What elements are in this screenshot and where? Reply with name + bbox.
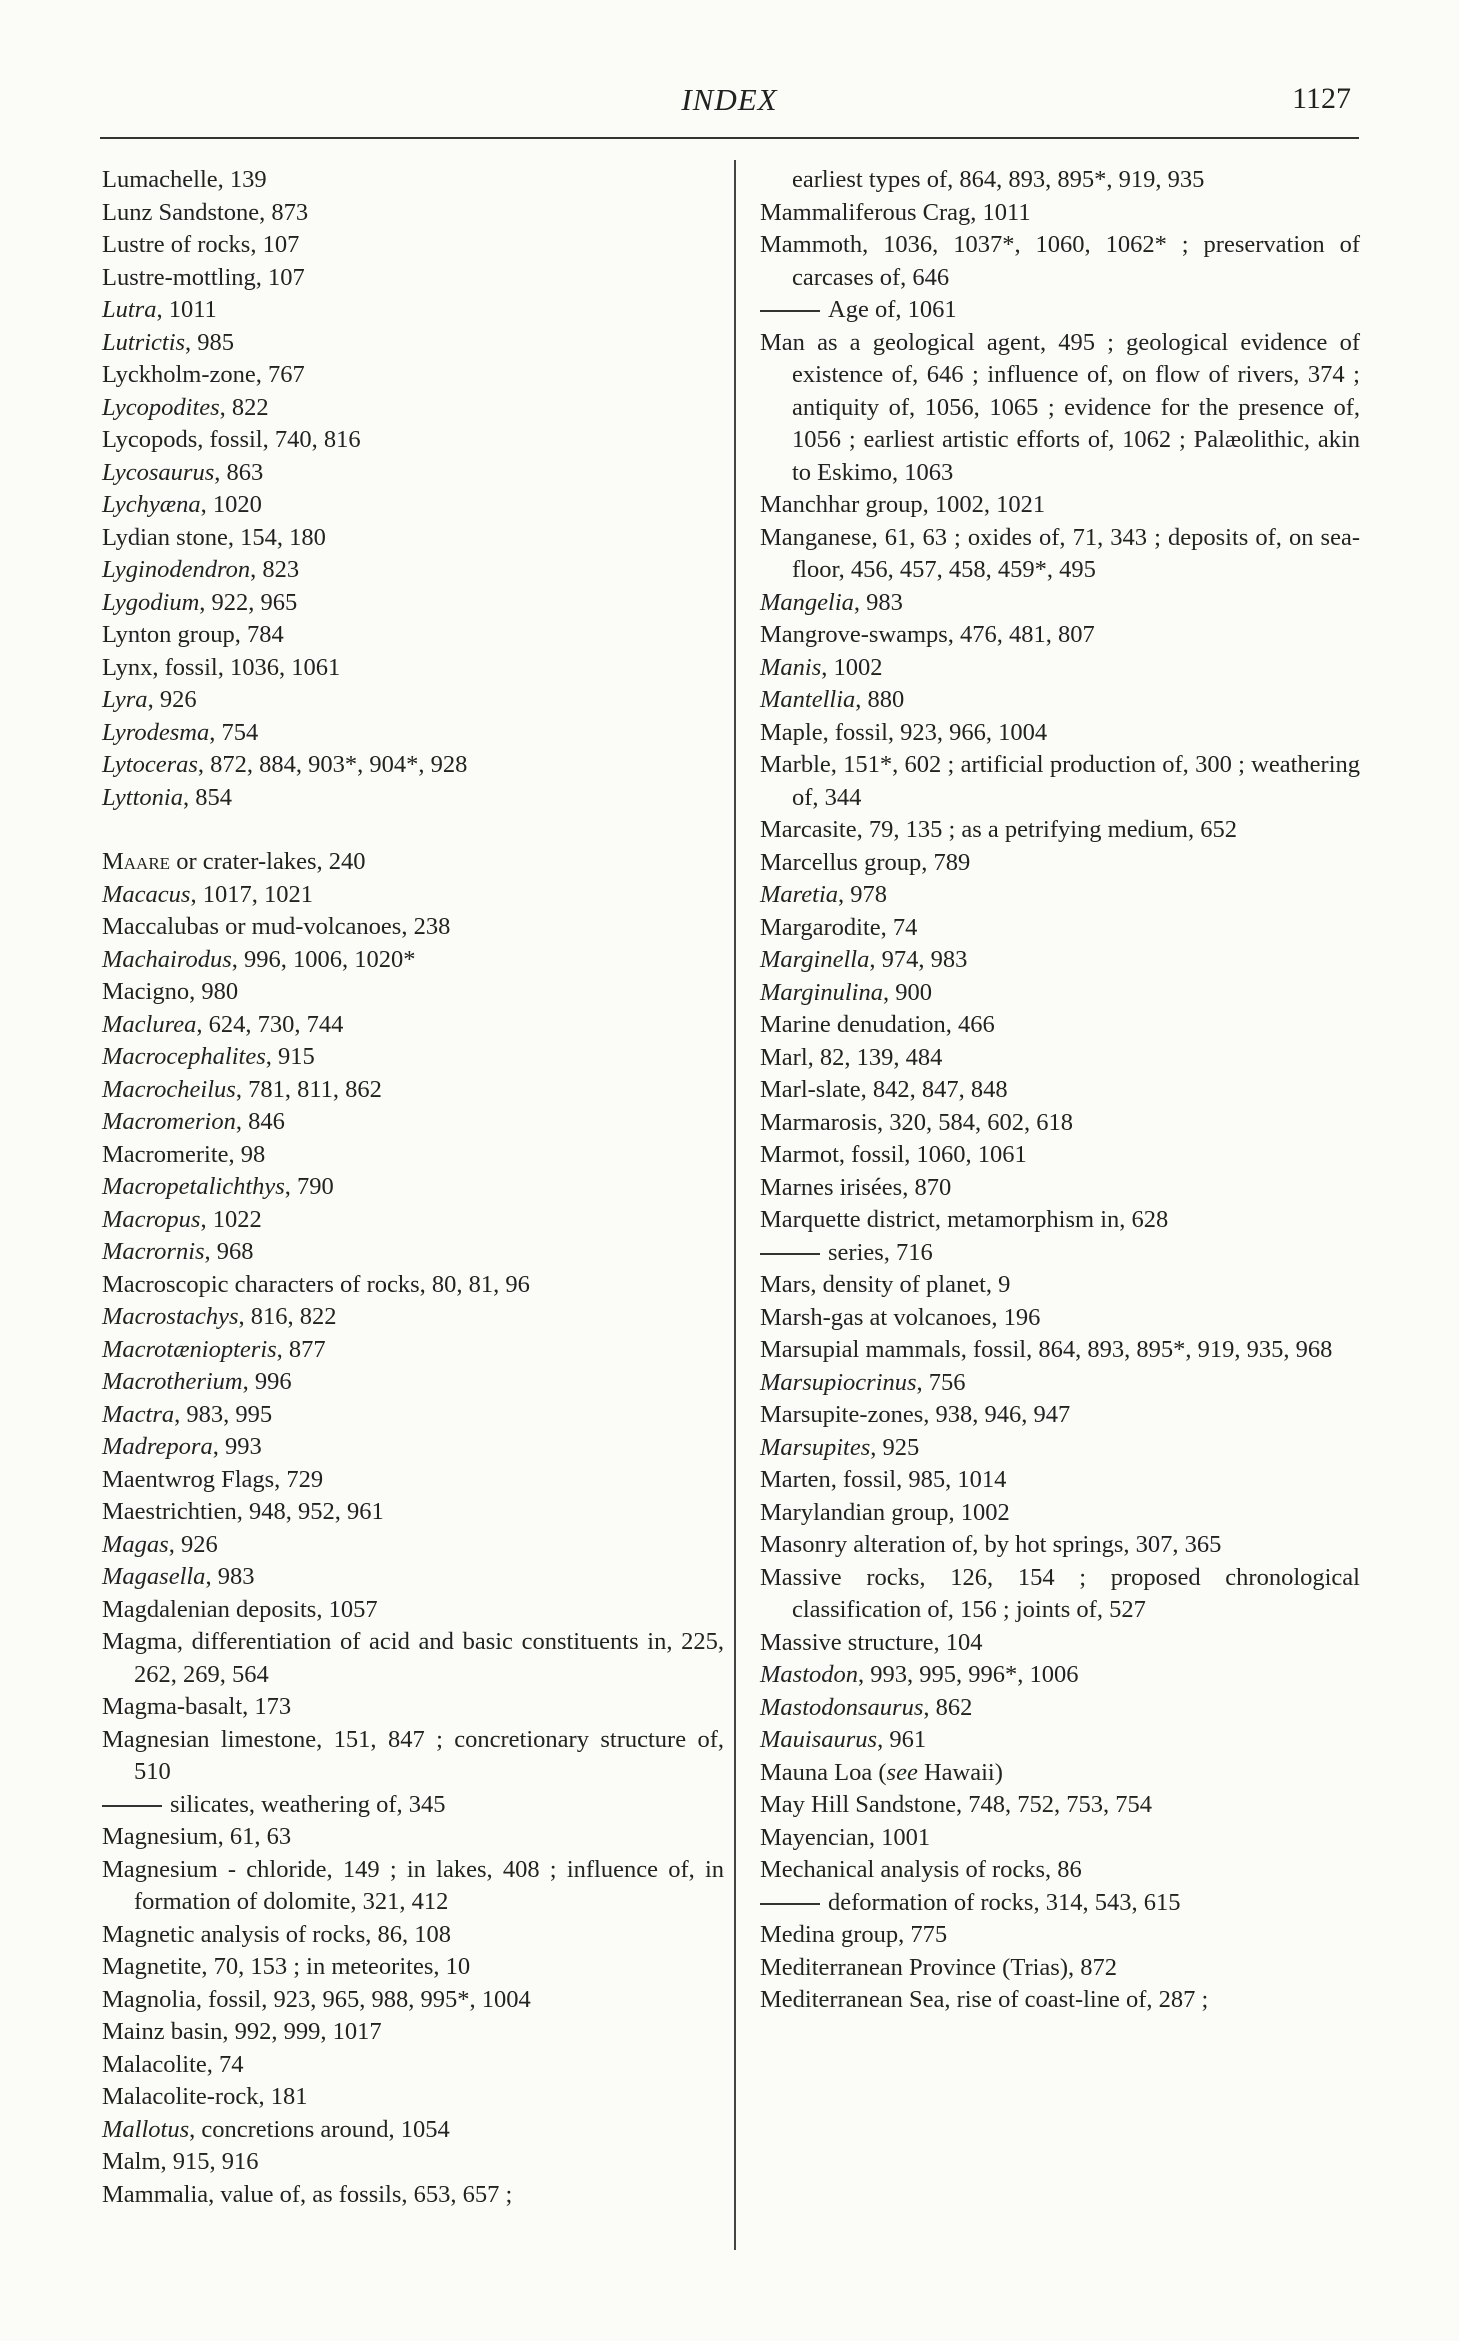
index-entry [760,587,1360,620]
entry-term-italic: Mantellia [760,686,856,713]
entry-text: Marsh-gas at volcanoes, 196 [760,1303,1041,1331]
index-entry [102,164,724,197]
index-entry [760,847,1360,880]
entry-text: Masonry alteration of, by hot springs, 307, 365 [760,1531,1222,1558]
index-entry [760,1659,1360,1692]
entry-term-italic: Lygodium [102,588,200,616]
index-entry [102,1399,724,1432]
entry-text: , 781, 811, 862 [235,1075,382,1103]
entry-text: , 880 [855,686,905,713]
entry-term-italic: Madrepora [102,1433,213,1460]
index-entry [760,1692,1360,1725]
entry-term-italic: Lutra [102,296,157,323]
entry-term-italic: Marsupites [760,1433,871,1461]
entry-term-italic: Mactra [102,1400,175,1428]
index-entry [760,1984,1360,2017]
index-entry [760,1269,1360,1302]
index-entry [760,1042,1360,1075]
index-entry [102,1626,724,1691]
index-entry [760,1562,1360,1627]
entry-text: Marquette district, metamorphism in, 628 [760,1206,1169,1233]
entry-text: Marmot, fossil, 1060, 1061 [760,1141,1027,1168]
page-number: 1127 [1292,82,1351,115]
entry-text: Margarodite, 74 [760,913,918,941]
entry-text: Magnetite, 70, 153 ; in meteorites, 10 [102,1953,471,1980]
entry-term-italic: Lyra [102,686,148,713]
index-entry [102,749,724,782]
index-entry [760,197,1360,230]
entry-text: Mediterranean Province (Trias), 872 [760,1953,1117,1981]
index-entry [102,976,724,1009]
entry-text: , 983 [853,588,903,616]
entry-text: , 1020 [200,491,262,518]
entry-term-italic: Mauisaurus [760,1726,878,1753]
entry-text: Mauna Loa ( [760,1758,887,1786]
entry-term-italic: Machairodus [102,945,232,973]
ditto-dash [760,1253,820,1255]
entry-text: Manganese, 61, 63 ; oxides of, 71, 343 ; deposits of, on sea-floor, 456, 457, 458, 459*, 495 [760,523,1360,583]
entry-text: Macigno, 980 [102,978,239,1005]
entry-text: Marcasite, 79, 135 ; as a petrifying medium, 652 [760,816,1237,843]
index-entry [102,587,724,620]
entry-text: Magdalenian deposits, 1057 [102,1595,378,1623]
entry-text: Lustre-mottling, 107 [102,263,305,291]
entry-term-italic: Maretia [760,881,839,908]
entry-text: Lycopods, fossil, 740, 816 [102,426,361,453]
index-entry [102,1041,724,1074]
index-entry [760,1399,1360,1432]
index-entry [760,684,1360,717]
entry-text: , 926 [147,686,197,713]
entry-text: , 872, 884, 903*, 904*, 928 [197,751,468,778]
entry-text: Hawaii) [917,1758,1003,1786]
index-entry [760,977,1360,1010]
index-entry [760,1172,1360,1205]
entry-text: , 968 [204,1238,254,1265]
index-entry [760,1432,1360,1465]
index-entry [102,262,724,295]
index-entry [102,392,724,425]
index-entry [760,1009,1360,1042]
index-entry [102,1204,724,1237]
index-entry [102,424,724,457]
index-entry [102,1821,724,1854]
entry-term-italic: Macrornis [102,1238,205,1265]
entry-term-italic: Macrotherium [102,1368,243,1395]
entry-text: , 922, 965 [199,588,298,616]
entry-text: earliest types of, 864, 893, 895*, 919, 935 [792,166,1205,193]
index-entry [760,879,1360,912]
index-entry [760,1107,1360,1140]
index-entry [760,229,1360,294]
entry-text: Magnolia, fossil, 923, 965, 988, 995*, 1004 [102,1985,531,2013]
entry-text: Maentwrog Flags, 729 [102,1465,324,1493]
entry-term-italic: Mangelia [760,588,854,616]
entry-term-italic: Manis [760,653,822,681]
index-entry [102,879,724,912]
entry-text: Maccalubas or mud-volcanoes, 238 [102,913,451,940]
entry-term-italic: Lyginodendron [102,556,251,583]
entry-term-italic: Mastodonsaurus [760,1693,924,1721]
entry-text: Marine denudation, 466 [760,1011,995,1038]
index-entry [102,1724,724,1789]
entry-term-italic: Macropetalichthys [102,1173,285,1200]
column-divider [734,160,736,2250]
ditto-dash [102,1805,162,1807]
entry-text: Lustre of rocks, 107 [102,231,300,258]
index-entry [760,912,1360,945]
entry-text: Malacolite, 74 [102,2050,244,2078]
entry-text: , 1011 [156,296,217,323]
index-entry [102,1594,724,1627]
entry-text: , 846 [235,1108,285,1135]
entry-text: Lunz Sandstone, 873 [102,198,309,226]
index-entry [760,717,1360,750]
entry-term-italic: Lyttonia [102,783,183,811]
index-entry [102,197,724,230]
index-entry [760,749,1360,814]
entry-text: , 816, 822 [238,1303,337,1330]
page-header [0,0,1459,140]
entry-term-smallcaps: Maare [102,848,171,875]
index-entry [760,522,1360,587]
entry-text: Lydian stone, 154, 180 [102,523,326,551]
header-rule [100,137,1359,139]
index-entry [760,814,1360,847]
index-entry [760,1074,1360,1107]
index-entry [760,327,1360,490]
entry-text: Mainz basin, 992, 999, 1017 [102,2018,382,2045]
index-entry [102,457,724,490]
entry-text: Mediterranean Sea, rise of coast-line of, 287 ; [760,1986,1209,2013]
entry-text: or crater-lakes, 240 [170,848,366,875]
entry-term-italic: Marginulina [760,978,883,1006]
index-entry [102,911,724,944]
index-entry [760,1139,1360,1172]
entry-text: Maple, fossil, 923, 966, 1004 [760,718,1048,746]
ditto-dash [760,310,820,312]
index-entry [102,1951,724,1984]
entry-text: , 863 [214,458,264,486]
index-entry [102,489,724,522]
index-entry [760,1854,1360,1887]
entry-text: Magnesium - chloride, 149 ; in lakes, 408 ; influence of, in formation of dolomite, 321, 412 [102,1855,724,1915]
entry-text: Malm, 915, 916 [102,2148,259,2175]
index-entry [102,782,724,815]
index-entry [102,2114,724,2147]
entry-text: , 823 [250,556,300,583]
entry-text: deformation of rocks, 314, 543, 615 [828,1888,1181,1916]
index-entry [760,652,1360,685]
index-entry [102,1269,724,1302]
index-entry [760,1464,1360,1497]
entry-text: Mangrove-swamps, 476, 481, 807 [760,621,1095,648]
index-entry [760,1822,1360,1855]
index-entry [102,944,724,977]
index-entry [102,1854,724,1919]
index-entry [102,1431,724,1464]
index-entry [102,1139,724,1172]
entry-text: , 996, 1006, 1020* [231,945,416,973]
entry-term-italic: Lytoceras [102,751,198,778]
entry-text: , 996 [242,1368,292,1395]
entry-text: Massive rocks, 126, 154 ; proposed chronological classification of, 156 ; joints of, 527 [760,1563,1360,1623]
ditto-dash [760,1903,820,1905]
entry-text: silicates, weathering of, 345 [170,1790,446,1818]
index-column-left [102,164,724,2211]
entry-term-italic: Macrostachys [102,1303,239,1330]
entry-text: , 915 [265,1043,315,1070]
entry-text: , 877 [276,1335,326,1363]
entry-text: Magnesian limestone, 151, 847 ; concretionary structure of, 510 [102,1725,724,1785]
index-entry [760,1529,1360,1562]
index-entry [760,1367,1360,1400]
entry-term-italic: Lycopodites [102,393,220,421]
entry-text: Marsupial mammals, fossil, 864, 893, 895*, 919, 935, 968 [760,1336,1333,1363]
entry-text: May Hill Sandstone, 748, 752, 753, 754 [760,1791,1152,1818]
entry-text: , 993, 995, 996*, 1006 [858,1661,1079,1688]
entry-text: Manchhar group, 1002, 1021 [760,491,1046,518]
index-entry [760,944,1360,977]
entry-text: Lynton group, 784 [102,621,284,648]
index-entry [102,1464,724,1497]
entry-text: Age of, 1061 [828,296,957,323]
index-entry [102,1496,724,1529]
entry-text: Marl, 82, 139, 484 [760,1043,943,1071]
index-entry [760,619,1360,652]
entry-text: Marnes irisées, 870 [760,1173,952,1201]
entry-text: , 756 [916,1368,966,1396]
index-entry [102,717,724,750]
entry-term-italic: Lyrodesma [102,718,210,746]
index-entry [102,1366,724,1399]
entry-text: Macroscopic characters of rocks, 80, 81, 96 [102,1270,530,1298]
entry-term-italic: Macropus [102,1205,201,1233]
index-entry [760,1789,1360,1822]
index-entry [102,1334,724,1367]
entry-text: , 754 [209,718,259,746]
entry-text: , 624, 730, 744 [196,1010,344,1038]
entry-text: , 993 [212,1433,262,1460]
index-entry [760,1497,1360,1530]
entry-text: Magnesium, 61, 63 [102,1823,292,1850]
entry-text: , 1017, 1021 [190,880,313,908]
index-entry [102,846,724,879]
entry-term-italic: Magas [102,1530,169,1558]
entry-text: Man as a geological agent, 495 ; geological evidence of existence of, 646 ; influence of, on flow of rivers, 374 ; antiquity of, 1056, 1065 ; evidence for the presence of, 1056 ; earliest artistic efforts of, 1062 ; Palæolithic, akin to Eskimo, 1063 [760,328,1360,486]
entry-text: Marble, 151*, 602 ; artificial production of, 300 ; weathering of, 344 [760,751,1360,811]
entry-text: , 926 [168,1530,218,1558]
entry-text: Maestrichtien, 948, 952, 961 [102,1498,384,1525]
index-entry [102,1074,724,1107]
index-entry [102,359,724,392]
index-entry [102,1984,724,2017]
index-entry [102,2081,724,2114]
index-entry [760,1334,1360,1367]
index-entry [760,1724,1360,1757]
entry-text: Mammalia, value of, as fossils, 653, 657 ; [102,2180,513,2208]
entry-text: , concretions around, 1054 [189,2115,450,2143]
index-entry [102,554,724,587]
entry-term-italic: Lutrictis [102,328,186,356]
entry-text: Magma, differentiation of acid and basic constituents in, 225, 262, 269, 564 [102,1628,724,1688]
entry-text: , 974, 983 [869,946,968,973]
index-entry [102,1236,724,1269]
entry-text: Lyckholm-zone, 767 [102,361,305,388]
entry-text: Mammoth, 1036, 1037*, 1060, 1062* ; preservation of carcases of, 646 [760,231,1360,291]
entry-term-italic: Macrocheilus [102,1075,236,1103]
entry-text: Mammaliferous Crag, 1011 [760,198,1031,226]
entry-text: Magma-basalt, 173 [102,1693,292,1720]
entry-term-italic: Lychyæna [102,491,201,518]
entry-term-italic: Mastodon [760,1661,858,1688]
index-entry [760,1952,1360,1985]
index-entry [102,619,724,652]
index-entry [760,1204,1360,1237]
index-entry [102,1529,724,1562]
entry-term-italic: Marsupiocrinus [760,1368,917,1396]
index-entry [760,489,1360,522]
entry-term-italic: Macrocephalites [102,1043,266,1070]
index-entry [760,294,1360,327]
index-entry [102,2146,724,2179]
entry-text: Mars, density of planet, 9 [760,1271,1011,1298]
entry-term-italic: Macromerion [102,1108,236,1135]
index-entry [102,684,724,717]
index-entry [102,1171,724,1204]
index-entry [760,1627,1360,1660]
entry-text: Marten, fossil, 985, 1014 [760,1466,1007,1493]
entry-text: Lynx, fossil, 1036, 1061 [102,653,341,681]
entry-term-italic: Magasella [102,1563,206,1590]
entry-text: Lumachelle, 139 [102,166,267,193]
index-entry [102,1691,724,1724]
entry-term-italic: Maclurea [102,1010,197,1038]
index-entry [102,229,724,262]
entry-text: series, 716 [828,1238,933,1266]
entry-text: Marmarosis, 320, 584, 602, 618 [760,1108,1074,1136]
index-entry [102,2016,724,2049]
entry-term-italic: Mallotus [102,2115,190,2143]
entry-text: , 925 [870,1433,920,1461]
entry-text: , 985 [185,328,235,356]
entry-text: , 862 [923,1693,973,1721]
index-entry [760,164,1360,197]
entry-text: Mayencian, 1001 [760,1823,931,1851]
index-entry [102,1561,724,1594]
entry-term-italic: Macacus [102,880,191,908]
entry-text: Medina group, 775 [760,1921,948,1948]
index-entry [760,1302,1360,1335]
entry-text: Magnetic analysis of rocks, 86, 108 [102,1920,452,1948]
index-entry [102,1009,724,1042]
index-entry [102,522,724,555]
entry-term-italic: Macrotæniopteris [102,1335,277,1363]
index-column-right [760,164,1360,2017]
index-entry [102,1919,724,1952]
entry-text: Marcellus group, 789 [760,848,971,876]
index-entry [102,1106,724,1139]
entry-text: , 900 [882,978,932,1006]
entry-text: , 983, 995 [174,1400,273,1428]
entry-text: , 1002 [821,653,883,681]
entry-text: , 822 [219,393,269,421]
index-entry [760,1757,1360,1790]
entry-text: , 790 [284,1173,334,1200]
entry-text: Marylandian group, 1002 [760,1498,1010,1526]
index-entry [102,2179,724,2212]
index-entry [102,294,724,327]
entry-text-italic: see [886,1758,918,1786]
index-entry [760,1237,1360,1270]
entry-text: , 854 [182,783,232,811]
entry-text: Mechanical analysis of rocks, 86 [760,1856,1082,1883]
index-entry [760,1887,1360,1920]
index-entry [102,652,724,685]
entry-term-italic: Lycosaurus [102,458,215,486]
entry-text: , 961 [877,1726,927,1753]
index-entry [102,1301,724,1334]
entry-text: , 983 [205,1563,255,1590]
index-entry [102,327,724,360]
running-title: INDEX [681,82,778,117]
entry-text: Massive structure, 104 [760,1628,983,1656]
entry-text: , 978 [838,881,888,908]
entry-text: Marl-slate, 842, 847, 848 [760,1076,1008,1103]
index-entry [102,1789,724,1822]
entry-term-italic: Marginella [760,946,870,973]
entry-text: Marsupite-zones, 938, 946, 947 [760,1401,1071,1428]
index-entry [102,2049,724,2082]
entry-text: Macromerite, 98 [102,1140,266,1168]
index-entry [760,1919,1360,1952]
entry-text: Malacolite-rock, 181 [102,2083,308,2110]
entry-text: , 1022 [200,1205,262,1233]
